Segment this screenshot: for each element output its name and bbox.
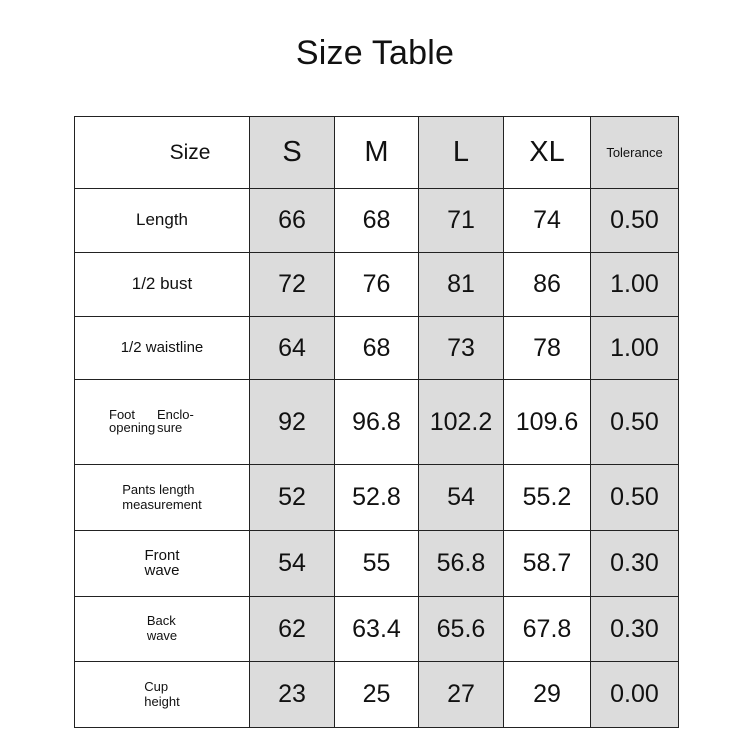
cell-tolerance: 0.50 bbox=[591, 465, 679, 531]
cell-s: 52 bbox=[250, 465, 335, 531]
row-label bbox=[75, 662, 250, 728]
label-line: Front bbox=[144, 547, 180, 565]
header-xl: XL bbox=[504, 117, 591, 189]
cell-xl: 78 bbox=[504, 316, 591, 380]
label-part: Enclo- bbox=[157, 406, 194, 422]
table-row bbox=[75, 316, 679, 380]
cell-l: 56.8 bbox=[419, 530, 504, 596]
label-part: Foot bbox=[109, 406, 136, 422]
row-label bbox=[75, 380, 250, 465]
cell-l: 27 bbox=[419, 662, 504, 728]
row-label bbox=[75, 465, 250, 531]
header-tolerance: Tolerance bbox=[591, 117, 679, 189]
table-row bbox=[75, 465, 679, 531]
cell-m: 63.4 bbox=[335, 596, 419, 662]
cell-m: 25 bbox=[335, 662, 419, 728]
table-row bbox=[75, 189, 679, 253]
cell-tolerance: 0.50 bbox=[591, 189, 679, 253]
cell-xl: 55.2 bbox=[504, 465, 591, 531]
cell-s: 23 bbox=[250, 662, 335, 728]
table-row bbox=[75, 252, 679, 316]
cell-s: 66 bbox=[250, 189, 335, 253]
label-line: wave bbox=[144, 562, 180, 580]
cell-m: 68 bbox=[335, 189, 419, 253]
cell-l: 71 bbox=[419, 189, 504, 253]
cell-m: 96.8 bbox=[335, 380, 419, 465]
cell-tolerance: 0.50 bbox=[591, 380, 679, 465]
cell-xl: 29 bbox=[504, 662, 591, 728]
size-table bbox=[74, 116, 679, 728]
cell-m: 76 bbox=[335, 252, 419, 316]
cell-l: 102.2 bbox=[419, 380, 504, 465]
label-line: Pants length bbox=[122, 481, 195, 497]
cell-l: 54 bbox=[419, 465, 504, 531]
cell-l: 81 bbox=[419, 252, 504, 316]
table-row bbox=[75, 662, 679, 728]
table-row bbox=[75, 530, 679, 596]
header-s: S bbox=[250, 117, 335, 189]
foot-enclosure-label bbox=[107, 403, 217, 437]
label-line: height bbox=[144, 693, 180, 709]
row-label bbox=[75, 596, 250, 662]
cell-xl: 74 bbox=[504, 189, 591, 253]
cell-xl: 67.8 bbox=[504, 596, 591, 662]
row-label: Length bbox=[75, 189, 250, 253]
header-m: M bbox=[335, 117, 419, 189]
cell-l: 65.6 bbox=[419, 596, 504, 662]
table-row bbox=[75, 596, 679, 662]
table-row bbox=[75, 380, 679, 465]
cell-m: 68 bbox=[335, 316, 419, 380]
label-line: Back bbox=[146, 613, 176, 629]
cell-s: 62 bbox=[250, 596, 335, 662]
cell-xl: 58.7 bbox=[504, 530, 591, 596]
row-label: 1/2 bust bbox=[75, 252, 250, 316]
table-header-row bbox=[75, 117, 679, 189]
cell-tolerance: 1.00 bbox=[591, 252, 679, 316]
label-line: Cup bbox=[144, 678, 169, 694]
cell-s: 92 bbox=[250, 380, 335, 465]
row-label bbox=[75, 530, 250, 596]
cell-s: 72 bbox=[250, 252, 335, 316]
header-l: L bbox=[419, 117, 504, 189]
cell-tolerance: 1.00 bbox=[591, 316, 679, 380]
cell-s: 64 bbox=[250, 316, 335, 380]
cell-xl: 86 bbox=[504, 252, 591, 316]
cell-s: 54 bbox=[250, 530, 335, 596]
cell-tolerance: 0.30 bbox=[591, 596, 679, 662]
cell-tolerance: 0.30 bbox=[591, 530, 679, 596]
cell-l: 73 bbox=[419, 316, 504, 380]
label-line: measurement bbox=[122, 496, 202, 512]
cell-tolerance: 0.00 bbox=[591, 662, 679, 728]
label-line: wave bbox=[146, 628, 178, 644]
header-size: Size bbox=[75, 117, 250, 189]
row-label: 1/2 waistline bbox=[75, 316, 250, 380]
label-part: sure bbox=[157, 419, 183, 435]
cell-xl: 109.6 bbox=[504, 380, 591, 465]
cell-m: 52.8 bbox=[335, 465, 419, 531]
cell-m: 55 bbox=[335, 530, 419, 596]
label-part: opening bbox=[109, 419, 156, 435]
page-title: Size Table bbox=[295, 34, 455, 72]
